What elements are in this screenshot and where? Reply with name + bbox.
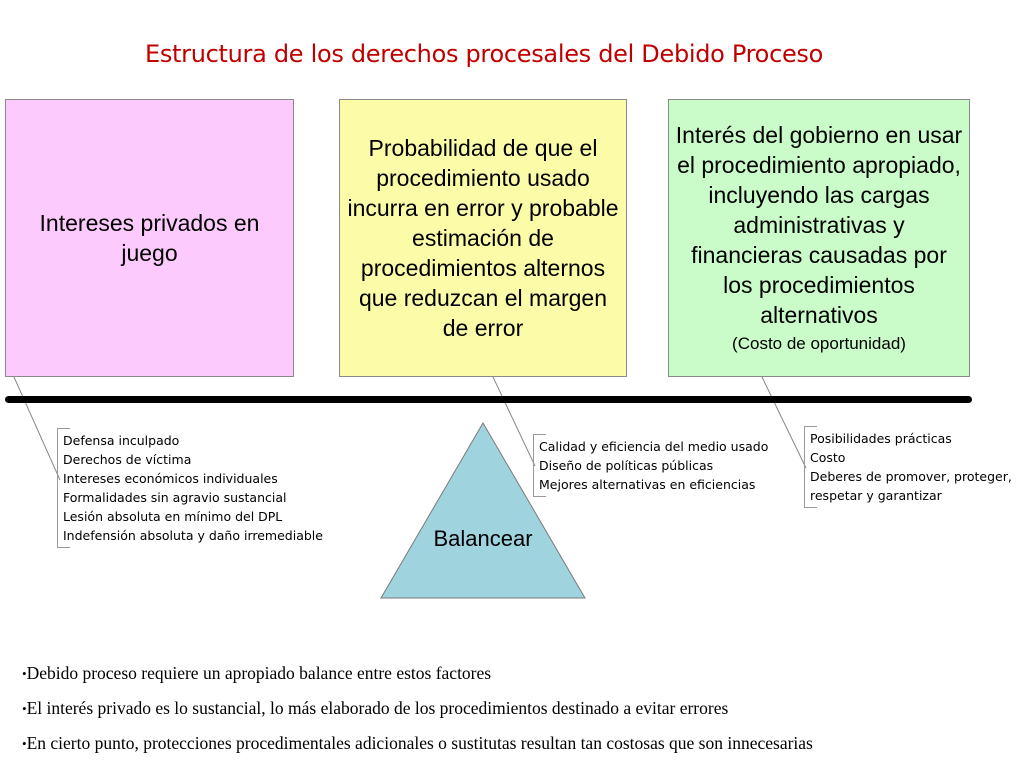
- factor-text: Interés del gobierno en usar el procedimiento apropiado, incluyendo las cargas administrativas y financieras causadas por los procedimientos alternativos: [675, 122, 963, 328]
- slide-title: Estructura de los derechos procesales del Debido Proceso: [144, 40, 824, 68]
- bullet-icon: •: [22, 666, 27, 681]
- list-item: Deberes de promover, proteger,: [810, 469, 1012, 484]
- bullet-text: En cierto punto, protecciones procedimentales adicionales o sustitutas resultan tan costosas que son innecesarias: [26, 733, 813, 753]
- list-item: Diseño de políticas públicas: [539, 458, 714, 473]
- balance-label: Balancear: [433, 526, 533, 551]
- fulcrum-triangle: [381, 423, 585, 598]
- list-item: Indefensión absoluta y daño irremediable: [63, 528, 323, 543]
- factor-text: Probabilidad de que el procedimiento usado incurra en error y probable estimación de procedimientos alternos que reduzcan el margen de error: [347, 135, 619, 341]
- factor-note: (Costo de oportunidad): [732, 334, 906, 353]
- bullet-item: [22, 697, 813, 720]
- list-item: respetar y garantizar: [810, 488, 942, 503]
- bullet-item: [22, 662, 813, 685]
- bullet-item: [22, 732, 813, 755]
- list-item: Calidad y eficiencia del medio usado: [539, 439, 769, 454]
- list-item: Derechos de víctima: [63, 452, 192, 467]
- list-item: Posibilidades prácticas: [810, 431, 952, 446]
- bullet-icon: •: [22, 701, 27, 716]
- list-item: Formalidades sin agravio sustancial: [63, 490, 287, 505]
- factor-text: Intereses privados en juego: [39, 210, 260, 266]
- bullet-icon: •: [22, 736, 27, 751]
- list-item: Mejores alternativas en eficiencias: [539, 477, 756, 492]
- bullet-text: El interés privado es lo sustancial, lo más elaborado de los procedimientos destinado a evitar errores: [26, 698, 729, 718]
- list-item: Intereses económicos individuales: [63, 471, 278, 486]
- bullet-text: Debido proceso requiere un apropiado balance entre estos factores: [26, 663, 492, 683]
- summary-bullets: [22, 662, 813, 767]
- list-item: Costo: [810, 450, 846, 465]
- list-item: Lesión absoluta en mínimo del DPL: [63, 509, 283, 524]
- list-item: Defensa inculpado: [63, 433, 180, 448]
